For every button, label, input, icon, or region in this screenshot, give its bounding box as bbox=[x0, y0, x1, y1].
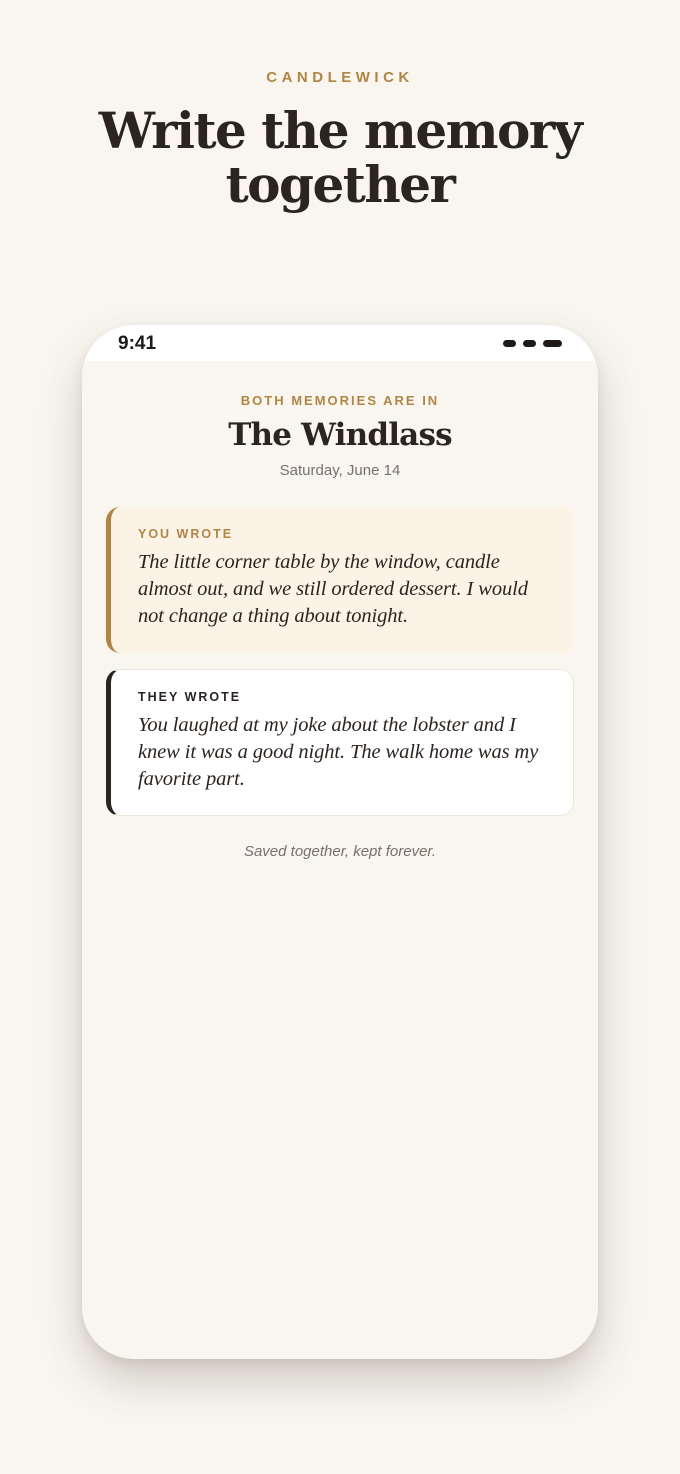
their-memory-text: You laughed at my joke about the lobster and I knew it was a good night. The walk home was my favorite part. bbox=[138, 714, 539, 790]
brand-label: CANDLEWICK bbox=[266, 69, 414, 86]
phone-frame bbox=[82, 325, 598, 1359]
battery-icon bbox=[543, 340, 562, 347]
headline-line-2: together bbox=[225, 155, 455, 214]
your-memory-card[interactable] bbox=[106, 507, 574, 653]
memory-date: Saturday, June 14 bbox=[279, 462, 401, 479]
status-icons bbox=[503, 340, 562, 347]
status-time: 9:41 bbox=[118, 333, 157, 354]
venue-title: The Windlass bbox=[228, 417, 452, 453]
their-memory-card[interactable] bbox=[106, 669, 574, 816]
headline-line-1: Write the memory bbox=[98, 101, 582, 160]
their-memory-label: THEY WROTE bbox=[138, 690, 242, 704]
wifi-icon bbox=[523, 340, 536, 347]
saved-note: Saved together, kept forever. bbox=[243, 843, 437, 860]
page-headline bbox=[0, 101, 680, 214]
memories-status: BOTH MEMORIES ARE IN bbox=[240, 393, 440, 408]
signal-icon bbox=[503, 340, 516, 347]
your-memory-text: The little corner table by the window, candle almost out, and we still ordered dessert. I would not change a thing about tonight. bbox=[138, 551, 528, 627]
your-memory-label: YOU WROTE bbox=[138, 527, 234, 541]
status-bar bbox=[82, 325, 598, 361]
